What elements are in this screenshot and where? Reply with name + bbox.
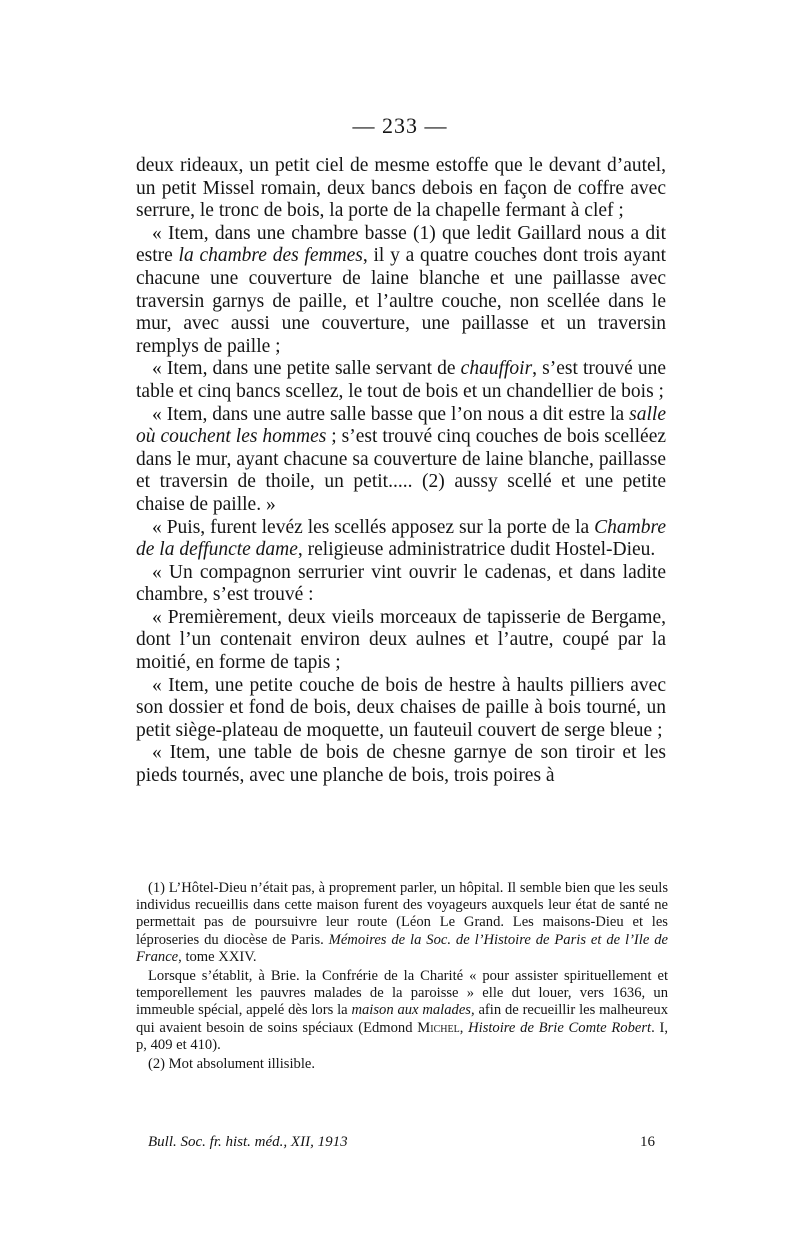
footnote-1b-text-mid: , afin de recueillir les malheureux qui avaient besoin de soins spéciaux (Edmond — [136, 1002, 668, 1036]
paragraph-2 — [136, 223, 666, 359]
paragraph-8: « Item, une petite couche de bois de hestre à haults pilliers avec son dossier et fond de bois, deux chaises de paille à bois tourné, un petit siège-plateau de moquette, un fauteuil couvert de serge bleue ; — [136, 674, 666, 741]
paragraph-7: « Premièrement, deux vieils morceaux de tapisserie de Bergame, dont l’un contenait environ deux aulnes et l’autre, coupé par la moitié, en forme de tapis ; — [136, 606, 666, 674]
paragraph-9: « Item, une table de bois de chesne garnye de son tiroir et les pieds tournés, avec une planche de bois, trois poires à — [136, 742, 666, 787]
footnotes — [136, 880, 668, 1073]
paragraph-4-italic: salle où couchent les hommes — [136, 403, 666, 448]
paragraph-4-text: « Item, dans une autre salle basse que l’on nous a dit estre la — [152, 403, 630, 425]
footnote-1-continued — [136, 968, 668, 1054]
paragraph-4-text-end: ; s’est trouvé cinq couches de bois scelléez dans le mur, ayant chacune sa couverture de laine blanche, paillasse et traversin de thoile, un petit..... (2) aussy scellé et une petite chaise de paille. » — [136, 426, 667, 515]
footnote-1-text-end: , tome XXIV. — [178, 948, 257, 965]
footnote-1b-text-end: . I, p, 409 et 410). — [136, 1019, 669, 1053]
paragraph-2-text: « Item, dans une chambre basse (1) que ledit Gaillard nous a dit estre — [136, 222, 666, 267]
main-text — [136, 155, 666, 788]
page-number: — 233 — — [352, 113, 448, 138]
footnote-1b-text: Lorsque s’établit, à Brie. la Confrérie de la Charité « pour assister spirituellement et temporellement les pauvres malades de la paroisse » elle dut louer, vers 1636, un immeuble spécial, appelé dès lors la — [136, 968, 668, 1019]
paragraph-3-text-end: , s’est trouvé une table et cinq bancs scellez, le tout de bois et un chandellier de bois ; — [136, 358, 667, 402]
journal-citation: Bull. Soc. fr. hist. méd., XII, 1913 — [148, 1134, 348, 1150]
paragraph-3-italic: chauffoir — [460, 358, 533, 380]
paragraph-4 — [136, 404, 666, 517]
footnote-1b-author: Michel — [417, 1019, 460, 1036]
paragraph-3-text: « Item, dans une petite salle servant de — [152, 358, 461, 380]
footnote-1 — [136, 880, 668, 966]
footnote-1b-sep: , — [459, 1019, 469, 1036]
paragraph-6: « Un compagnon serrurier vint ouvrir le cadenas, et dans ladite chambre, s’est trouvé : — [136, 561, 666, 606]
signature-mark: 16 — [640, 1134, 655, 1150]
footnote-1-text: (1) L’Hôtel-Dieu n’était pas, à proprement parler, un hôpital. Il semble bien que les seuls individus recueillis dans cette maison furent des voyageurs auxquels leur état de santé ne permettait pas de poursuivre leur route (Léon Le Grand. Les maisons-Dieu et les léproseries du diocèse de Paris. — [136, 880, 668, 948]
page-footer — [148, 1134, 655, 1154]
footnote-1b-title: Histoire de Brie Comte Robert — [468, 1019, 652, 1036]
footnote-2: (2) Mot absolument illisible. — [148, 1056, 316, 1073]
paragraph-5-text: « Puis, furent levéz les scellés apposez sur la porte de la — [152, 516, 595, 538]
footnote-1-italic: Mémoires de la Soc. de l’Histoire de Paris et de l’Ile de France — [136, 931, 668, 965]
paragraph-2-text-end: , il y a quatre couches dont trois ayant chacune une couverture de laine blanche et une paillasse avec traversin garnys de paille, et l’aultre couche, non scellée dans le mur, avec aussi une couverture, une paillasse et un traversin remplys de paille ; — [136, 245, 666, 357]
paragraph-5-text-end: , religieuse administratrice dudit Hostel-Dieu. — [297, 539, 656, 561]
footnote-1b-italic: maison aux malades — [351, 1002, 471, 1019]
paragraph-1: deux rideaux, un petit ciel de mesme estoffe que le devant d’autel, un petit Missel romain, deux bancs debois en façon de coffre avec serrure, le tronc de bois, la porte de la chapelle fermant à clef ; — [136, 155, 666, 222]
paragraph-5-italic: Chambre de la deffuncte dame — [136, 516, 666, 561]
paragraph-3 — [136, 358, 666, 403]
paragraph-5 — [136, 517, 666, 562]
paragraph-2-italic: la chambre des femmes — [178, 245, 363, 267]
